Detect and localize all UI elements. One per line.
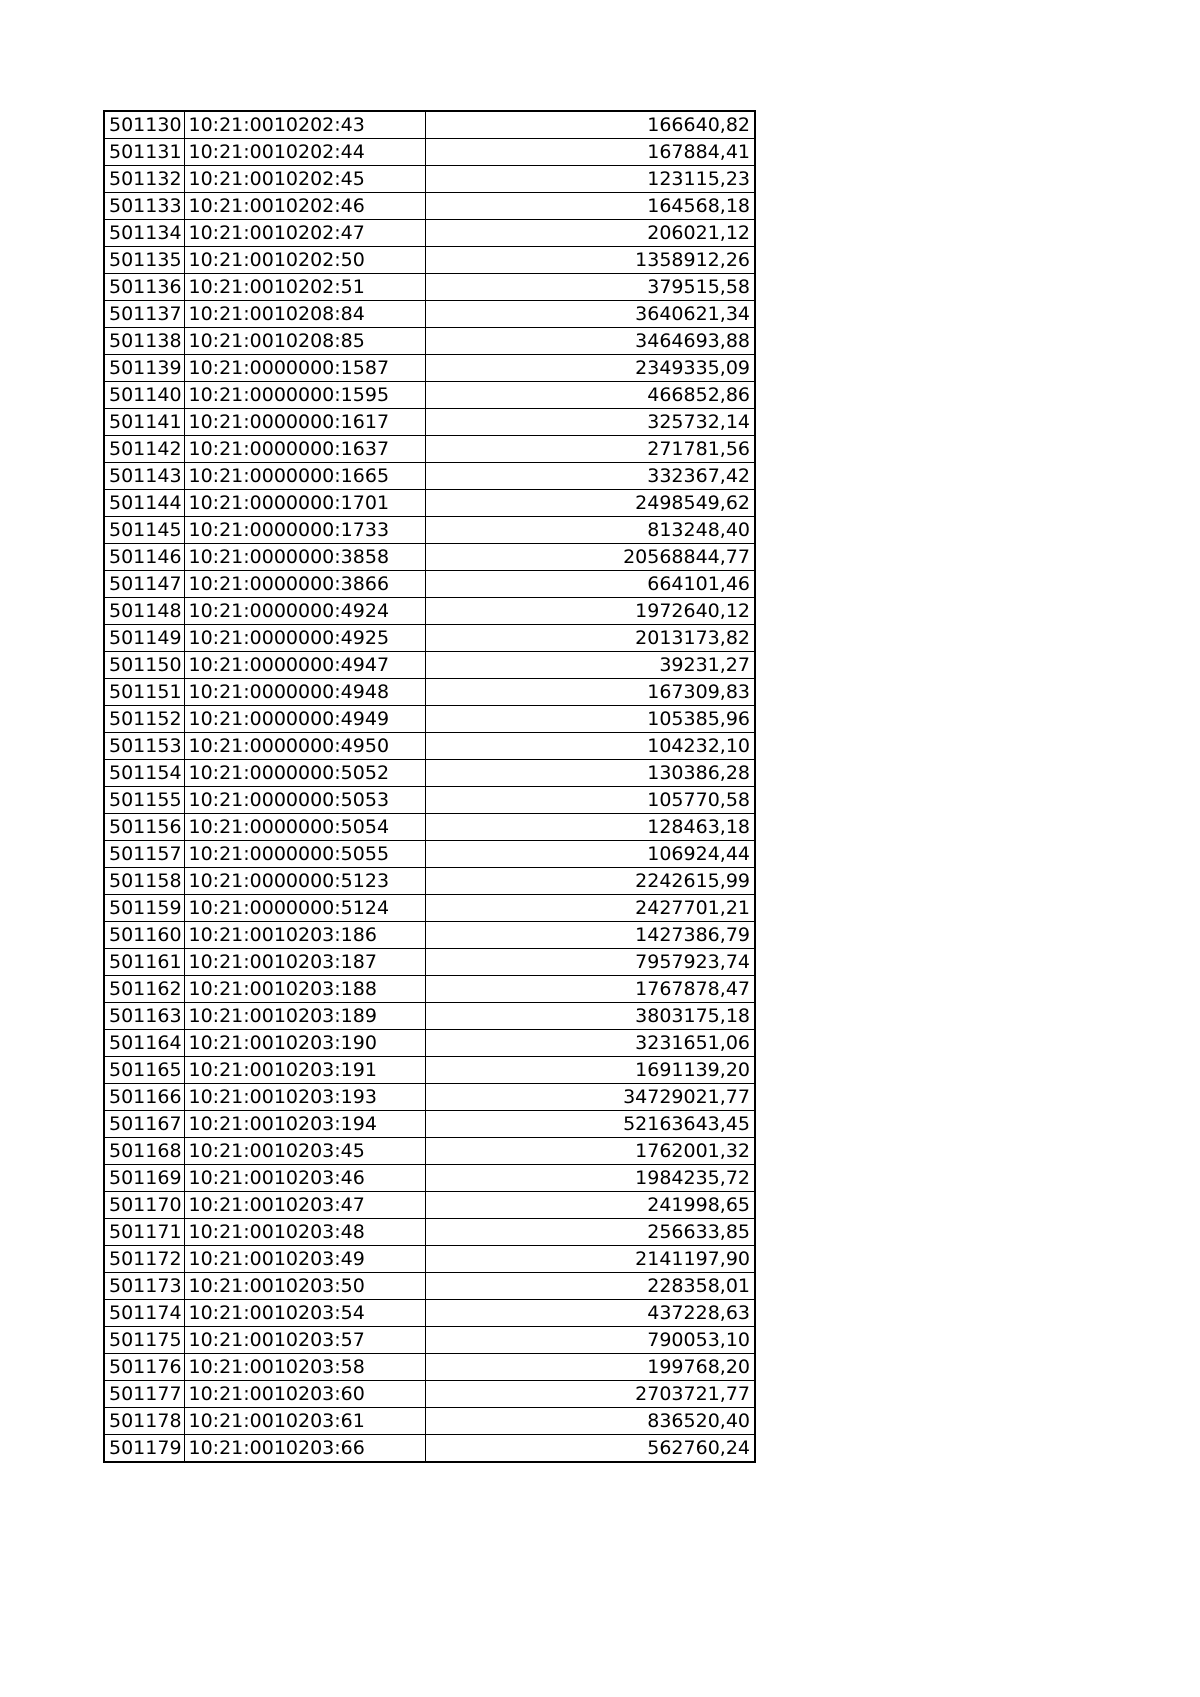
cadastral-value-cell: 52163643,45 <box>425 1111 755 1138</box>
cadastral-value-cell: 3464693,88 <box>425 328 755 355</box>
cadastral-value-cell: 437228,63 <box>425 1300 755 1327</box>
cadastral-number-cell: 10:21:0000000:5055 <box>184 841 425 868</box>
table-row <box>104 463 755 490</box>
row-id-cell: 501177 <box>104 1381 184 1408</box>
row-id-cell: 501142 <box>104 436 184 463</box>
row-id-cell: 501140 <box>104 382 184 409</box>
cadastral-number-cell: 10:21:0010202:50 <box>184 247 425 274</box>
cadastral-number-cell: 10:21:0010203:194 <box>184 1111 425 1138</box>
cadastral-value-cell: 39231,27 <box>425 652 755 679</box>
cadastral-value-cell: 2013173,82 <box>425 625 755 652</box>
cadastral-number-cell: 10:21:0000000:5123 <box>184 868 425 895</box>
cadastral-number-cell: 10:21:0010203:187 <box>184 949 425 976</box>
cadastral-value-cell: 2349335,09 <box>425 355 755 382</box>
cadastral-value-cell: 1767878,47 <box>425 976 755 1003</box>
row-id-cell: 501155 <box>104 787 184 814</box>
table-row <box>104 1327 755 1354</box>
cadastral-value-cell: 466852,86 <box>425 382 755 409</box>
row-id-cell: 501169 <box>104 1165 184 1192</box>
cadastral-value-cell: 271781,56 <box>425 436 755 463</box>
cadastral-number-cell: 10:21:0010203:66 <box>184 1435 425 1463</box>
table-row <box>104 922 755 949</box>
table-row <box>104 1219 755 1246</box>
cadastral-number-cell: 10:21:0010202:43 <box>184 111 425 139</box>
cadastral-value-cell: 562760,24 <box>425 1435 755 1463</box>
row-id-cell: 501150 <box>104 652 184 679</box>
cadastral-number-cell: 10:21:0000000:1587 <box>184 355 425 382</box>
table-row <box>104 841 755 868</box>
table-row <box>104 760 755 787</box>
row-id-cell: 501170 <box>104 1192 184 1219</box>
table-row <box>104 544 755 571</box>
row-id-cell: 501144 <box>104 490 184 517</box>
cadastral-number-cell: 10:21:0000000:4924 <box>184 598 425 625</box>
cadastral-value-cell: 1762001,32 <box>425 1138 755 1165</box>
cadastral-value-cell: 2703721,77 <box>425 1381 755 1408</box>
table-row <box>104 301 755 328</box>
cadastral-number-cell: 10:21:0000000:1595 <box>184 382 425 409</box>
row-id-cell: 501173 <box>104 1273 184 1300</box>
cadastral-number-cell: 10:21:0010203:48 <box>184 1219 425 1246</box>
table-row <box>104 490 755 517</box>
cadastral-value-cell: 2427701,21 <box>425 895 755 922</box>
cadastral-value-cell: 379515,58 <box>425 274 755 301</box>
cadastral-value-cell: 164568,18 <box>425 193 755 220</box>
row-id-cell: 501172 <box>104 1246 184 1273</box>
cadastral-number-cell: 10:21:0010203:45 <box>184 1138 425 1165</box>
row-id-cell: 501137 <box>104 301 184 328</box>
table-row <box>104 1003 755 1030</box>
cadastral-number-cell: 10:21:0010203:60 <box>184 1381 425 1408</box>
cadastral-value-cell: 1691139,20 <box>425 1057 755 1084</box>
row-id-cell: 501147 <box>104 571 184 598</box>
table-row <box>104 571 755 598</box>
table-row <box>104 895 755 922</box>
cadastral-value-cell: 325732,14 <box>425 409 755 436</box>
table-row <box>104 247 755 274</box>
row-id-cell: 501146 <box>104 544 184 571</box>
table-row <box>104 1300 755 1327</box>
row-id-cell: 501179 <box>104 1435 184 1463</box>
cadastral-number-cell: 10:21:0000000:5054 <box>184 814 425 841</box>
row-id-cell: 501149 <box>104 625 184 652</box>
row-id-cell: 501175 <box>104 1327 184 1354</box>
cadastral-number-cell: 10:21:0010203:190 <box>184 1030 425 1057</box>
cadastral-number-cell: 10:21:0010202:47 <box>184 220 425 247</box>
cadastral-number-cell: 10:21:0010208:85 <box>184 328 425 355</box>
cadastral-number-cell: 10:21:0000000:4948 <box>184 679 425 706</box>
row-id-cell: 501130 <box>104 111 184 139</box>
cadastral-number-cell: 10:21:0000000:5053 <box>184 787 425 814</box>
row-id-cell: 501154 <box>104 760 184 787</box>
cadastral-number-cell: 10:21:0010203:61 <box>184 1408 425 1435</box>
cadastral-value-cell: 166640,82 <box>425 111 755 139</box>
row-id-cell: 501138 <box>104 328 184 355</box>
table-row <box>104 1165 755 1192</box>
row-id-cell: 501136 <box>104 274 184 301</box>
cadastral-value-cell: 106924,44 <box>425 841 755 868</box>
cadastral-value-cell: 1972640,12 <box>425 598 755 625</box>
row-id-cell: 501163 <box>104 1003 184 1030</box>
table-row <box>104 1138 755 1165</box>
cadastral-number-cell: 10:21:0010203:58 <box>184 1354 425 1381</box>
table-row <box>104 139 755 166</box>
table-row <box>104 328 755 355</box>
table-row <box>104 409 755 436</box>
row-id-cell: 501145 <box>104 517 184 544</box>
cadastral-number-cell: 10:21:0010203:57 <box>184 1327 425 1354</box>
cadastral-value-cell: 104232,10 <box>425 733 755 760</box>
cadastral-number-cell: 10:21:0000000:5052 <box>184 760 425 787</box>
cadastral-value-cell: 1427386,79 <box>425 922 755 949</box>
row-id-cell: 501135 <box>104 247 184 274</box>
table-row <box>104 976 755 1003</box>
cadastral-number-cell: 10:21:0010203:47 <box>184 1192 425 1219</box>
cadastral-value-cell: 105770,58 <box>425 787 755 814</box>
table-row <box>104 166 755 193</box>
table-row <box>104 1273 755 1300</box>
cadastral-value-cell: 206021,12 <box>425 220 755 247</box>
cadastral-number-cell: 10:21:0010203:186 <box>184 922 425 949</box>
table-row <box>104 598 755 625</box>
cadastral-number-cell: 10:21:0010202:44 <box>184 139 425 166</box>
cadastral-number-cell: 10:21:0010203:189 <box>184 1003 425 1030</box>
row-id-cell: 501153 <box>104 733 184 760</box>
table-row <box>104 733 755 760</box>
cadastral-number-cell: 10:21:0000000:1637 <box>184 436 425 463</box>
cadastral-value-cell: 2141197,90 <box>425 1246 755 1273</box>
cadastral-value-cell: 2242615,99 <box>425 868 755 895</box>
cadastral-value-cell: 3803175,18 <box>425 1003 755 1030</box>
table-body <box>104 111 755 1462</box>
cadastral-value-cell: 790053,10 <box>425 1327 755 1354</box>
cadastral-number-cell: 10:21:0000000:1733 <box>184 517 425 544</box>
cadastral-value-cell: 256633,85 <box>425 1219 755 1246</box>
cadastral-value-cell: 228358,01 <box>425 1273 755 1300</box>
cadastral-number-cell: 10:21:0010208:84 <box>184 301 425 328</box>
row-id-cell: 501152 <box>104 706 184 733</box>
cadastral-value-cell: 3231651,06 <box>425 1030 755 1057</box>
row-id-cell: 501164 <box>104 1030 184 1057</box>
cadastral-number-cell: 10:21:0010203:46 <box>184 1165 425 1192</box>
cadastral-value-cell: 167309,83 <box>425 679 755 706</box>
row-id-cell: 501141 <box>104 409 184 436</box>
cadastral-value-cell: 199768,20 <box>425 1354 755 1381</box>
table-row <box>104 1030 755 1057</box>
row-id-cell: 501160 <box>104 922 184 949</box>
row-id-cell: 501162 <box>104 976 184 1003</box>
table-row <box>104 220 755 247</box>
cadastral-number-cell: 10:21:0000000:4925 <box>184 625 425 652</box>
table-row <box>104 868 755 895</box>
row-id-cell: 501132 <box>104 166 184 193</box>
row-id-cell: 501166 <box>104 1084 184 1111</box>
table-row <box>104 787 755 814</box>
row-id-cell: 501139 <box>104 355 184 382</box>
cadastral-value-cell: 2498549,62 <box>425 490 755 517</box>
cadastral-value-cell: 241998,65 <box>425 1192 755 1219</box>
row-id-cell: 501171 <box>104 1219 184 1246</box>
table-row <box>104 1381 755 1408</box>
cadastral-number-cell: 10:21:0010203:193 <box>184 1084 425 1111</box>
row-id-cell: 501151 <box>104 679 184 706</box>
table-row <box>104 949 755 976</box>
row-id-cell: 501143 <box>104 463 184 490</box>
cadastral-number-cell: 10:21:0010203:191 <box>184 1057 425 1084</box>
cadastral-number-cell: 10:21:0010202:51 <box>184 274 425 301</box>
cadastral-number-cell: 10:21:0000000:4950 <box>184 733 425 760</box>
cadastral-number-cell: 10:21:0010203:188 <box>184 976 425 1003</box>
table-row <box>104 625 755 652</box>
cadastral-number-cell: 10:21:0010203:50 <box>184 1273 425 1300</box>
table-row <box>104 652 755 679</box>
table-row <box>104 274 755 301</box>
cadastral-value-cell: 1984235,72 <box>425 1165 755 1192</box>
table-row <box>104 1408 755 1435</box>
table-row <box>104 814 755 841</box>
cadastral-number-cell: 10:21:0010202:45 <box>184 166 425 193</box>
cadastral-number-cell: 10:21:0000000:1617 <box>184 409 425 436</box>
table-row <box>104 436 755 463</box>
table-row <box>104 1111 755 1138</box>
row-id-cell: 501178 <box>104 1408 184 1435</box>
cadastral-value-cell: 7957923,74 <box>425 949 755 976</box>
row-id-cell: 501168 <box>104 1138 184 1165</box>
row-id-cell: 501158 <box>104 868 184 895</box>
row-id-cell: 501159 <box>104 895 184 922</box>
cadastral-value-cell: 664101,46 <box>425 571 755 598</box>
row-id-cell: 501133 <box>104 193 184 220</box>
cadastral-value-cell: 813248,40 <box>425 517 755 544</box>
cadastral-number-cell: 10:21:0010202:46 <box>184 193 425 220</box>
table-row <box>104 193 755 220</box>
table-row <box>104 1435 755 1463</box>
cadastral-value-cell: 3640621,34 <box>425 301 755 328</box>
row-id-cell: 501167 <box>104 1111 184 1138</box>
row-id-cell: 501134 <box>104 220 184 247</box>
cadastral-value-table <box>103 110 756 1463</box>
table-row <box>104 382 755 409</box>
table-row <box>104 1246 755 1273</box>
cadastral-value-cell: 130386,28 <box>425 760 755 787</box>
cadastral-value-cell: 1358912,26 <box>425 247 755 274</box>
cadastral-number-cell: 10:21:0000000:5124 <box>184 895 425 922</box>
table-row <box>104 706 755 733</box>
row-id-cell: 501148 <box>104 598 184 625</box>
cadastral-number-cell: 10:21:0000000:3858 <box>184 544 425 571</box>
cadastral-value-cell: 128463,18 <box>425 814 755 841</box>
cadastral-value-cell: 123115,23 <box>425 166 755 193</box>
cadastral-value-cell: 34729021,77 <box>425 1084 755 1111</box>
cadastral-value-cell: 105385,96 <box>425 706 755 733</box>
cadastral-value-cell: 332367,42 <box>425 463 755 490</box>
table-row <box>104 517 755 544</box>
cadastral-number-cell: 10:21:0000000:4949 <box>184 706 425 733</box>
table-row <box>104 1084 755 1111</box>
row-id-cell: 501176 <box>104 1354 184 1381</box>
cadastral-number-cell: 10:21:0010203:49 <box>184 1246 425 1273</box>
row-id-cell: 501161 <box>104 949 184 976</box>
cadastral-number-cell: 10:21:0000000:1701 <box>184 490 425 517</box>
cadastral-value-cell: 836520,40 <box>425 1408 755 1435</box>
row-id-cell: 501165 <box>104 1057 184 1084</box>
table-row <box>104 355 755 382</box>
cadastral-number-cell: 10:21:0010203:54 <box>184 1300 425 1327</box>
cadastral-value-cell: 20568844,77 <box>425 544 755 571</box>
cadastral-value-cell: 167884,41 <box>425 139 755 166</box>
table-row <box>104 679 755 706</box>
table-row <box>104 111 755 139</box>
table-row <box>104 1354 755 1381</box>
row-id-cell: 501174 <box>104 1300 184 1327</box>
row-id-cell: 501157 <box>104 841 184 868</box>
cadastral-number-cell: 10:21:0000000:1665 <box>184 463 425 490</box>
table-row <box>104 1192 755 1219</box>
cadastral-number-cell: 10:21:0000000:3866 <box>184 571 425 598</box>
cadastral-number-cell: 10:21:0000000:4947 <box>184 652 425 679</box>
table-row <box>104 1057 755 1084</box>
row-id-cell: 501156 <box>104 814 184 841</box>
row-id-cell: 501131 <box>104 139 184 166</box>
